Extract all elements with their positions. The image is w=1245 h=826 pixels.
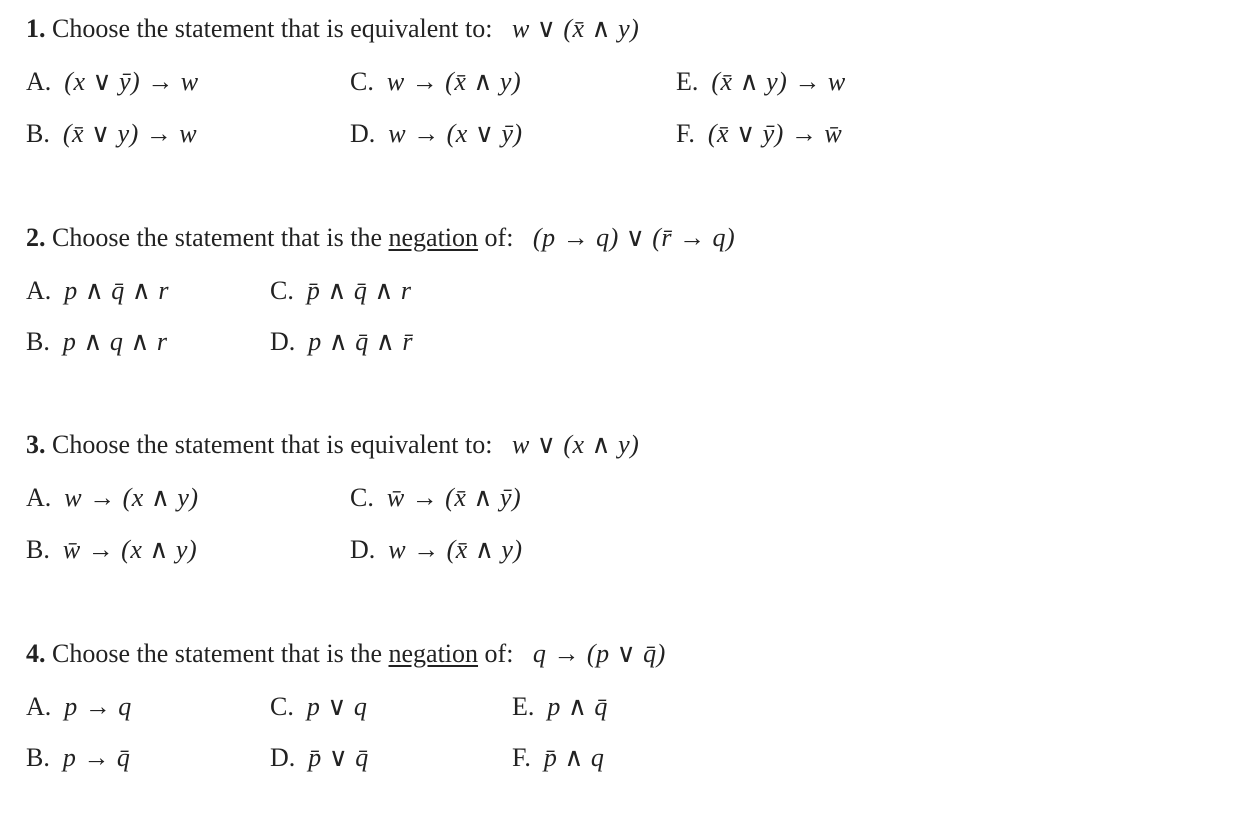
answer-option[interactable] (676, 119, 842, 149)
answer-option[interactable] (26, 327, 168, 357)
option-letter: B. (26, 535, 50, 564)
option-letter: C. (350, 483, 374, 512)
option-expression: p̄ ∧ q̄ ∧ r (306, 276, 412, 305)
option-expression: p̄ ∧ q (543, 743, 605, 772)
option-expression: p → q̄ (62, 743, 131, 772)
answer-option[interactable] (26, 119, 197, 149)
option-expression: p̄ ∨ q̄ (308, 743, 369, 772)
question-text-suffix: of: (478, 223, 514, 252)
answer-option[interactable] (350, 67, 521, 97)
option-expression: (x̄ ∨ y) → w (62, 119, 198, 148)
question-4-prompt (26, 639, 666, 669)
option-letter: A. (26, 692, 52, 721)
answer-option[interactable] (26, 743, 130, 773)
question-1-prompt (26, 14, 639, 44)
option-letter: D. (350, 119, 376, 148)
option-letter: C. (270, 692, 294, 721)
option-letter: F. (676, 119, 695, 148)
option-expression: p ∧ q̄ ∧ r̄ (308, 327, 413, 356)
negation-keyword: negation (388, 639, 479, 668)
question-number: 4. (26, 639, 46, 668)
question-text: Choose the statement that is equivalent to: (45, 14, 493, 43)
answer-option[interactable] (512, 743, 604, 773)
option-letter: B. (26, 327, 50, 356)
option-letter: D. (270, 327, 296, 356)
answer-option[interactable] (512, 692, 608, 722)
answer-option[interactable] (270, 743, 369, 773)
option-letter: C. (270, 276, 294, 305)
option-letter: D. (270, 743, 296, 772)
option-letter: E. (676, 67, 699, 96)
answer-option[interactable] (270, 692, 367, 722)
option-letter: B. (26, 119, 50, 148)
answer-option[interactable] (350, 483, 521, 513)
option-expression: w → (x ∧ y) (64, 483, 199, 512)
question-expression: (p → q) ∨ (r̄ → q) (532, 223, 736, 252)
option-expression: p ∨ q (306, 692, 368, 721)
question-2-prompt (26, 223, 735, 253)
question-expression: w ∨ (x̄ ∧ y) (511, 14, 640, 43)
question-text: Choose the statement that is the (45, 223, 382, 252)
answer-option[interactable] (26, 276, 169, 306)
option-letter: E. (512, 692, 535, 721)
question-3-prompt (26, 430, 639, 460)
answer-option[interactable] (676, 67, 846, 97)
option-letter: C. (350, 67, 374, 96)
question-number: 2. (26, 223, 46, 252)
answer-option[interactable] (270, 276, 412, 306)
question-text-suffix: of: (478, 639, 514, 668)
negation-keyword: negation (388, 223, 479, 252)
option-letter: B. (26, 743, 50, 772)
option-expression: w̄ → (x̄ ∧ ȳ) (386, 483, 522, 512)
option-expression: p ∧ q ∧ r (62, 327, 168, 356)
option-letter: F. (512, 743, 531, 772)
option-letter: A. (26, 276, 52, 305)
option-expression: p → q (64, 692, 132, 721)
option-expression: p ∧ q̄ ∧ r (64, 276, 169, 305)
option-expression: w → (x̄ ∧ y) (386, 67, 522, 96)
answer-option[interactable] (26, 483, 199, 513)
option-expression: (x̄ ∨ ȳ) → w̄ (707, 119, 843, 148)
option-letter: A. (26, 67, 52, 96)
option-expression: (x̄ ∧ y) → w (711, 67, 846, 96)
option-expression: w̄ → (x ∧ y) (62, 535, 198, 564)
answer-option[interactable] (26, 67, 199, 97)
answer-option[interactable] (26, 692, 132, 722)
option-letter: D. (350, 535, 376, 564)
option-expression: w → (x ∨ ȳ) (388, 119, 523, 148)
question-number: 1. (26, 14, 46, 43)
option-expression: w → (x̄ ∧ y) (388, 535, 523, 564)
question-expression: w ∨ (x ∧ y) (511, 430, 640, 459)
question-text: Choose the statement that is equivalent to: (45, 430, 493, 459)
answer-option[interactable] (270, 327, 413, 357)
option-expression: p ∧ q̄ (547, 692, 608, 721)
option-letter: A. (26, 483, 52, 512)
question-expression: q → (p ∨ q̄) (532, 639, 666, 668)
answer-option[interactable] (26, 535, 197, 565)
answer-option[interactable] (350, 119, 523, 149)
question-text: Choose the statement that is the (45, 639, 382, 668)
question-number: 3. (26, 430, 46, 459)
option-expression: (x ∨ ȳ) → w (64, 67, 199, 96)
answer-option[interactable] (350, 535, 523, 565)
